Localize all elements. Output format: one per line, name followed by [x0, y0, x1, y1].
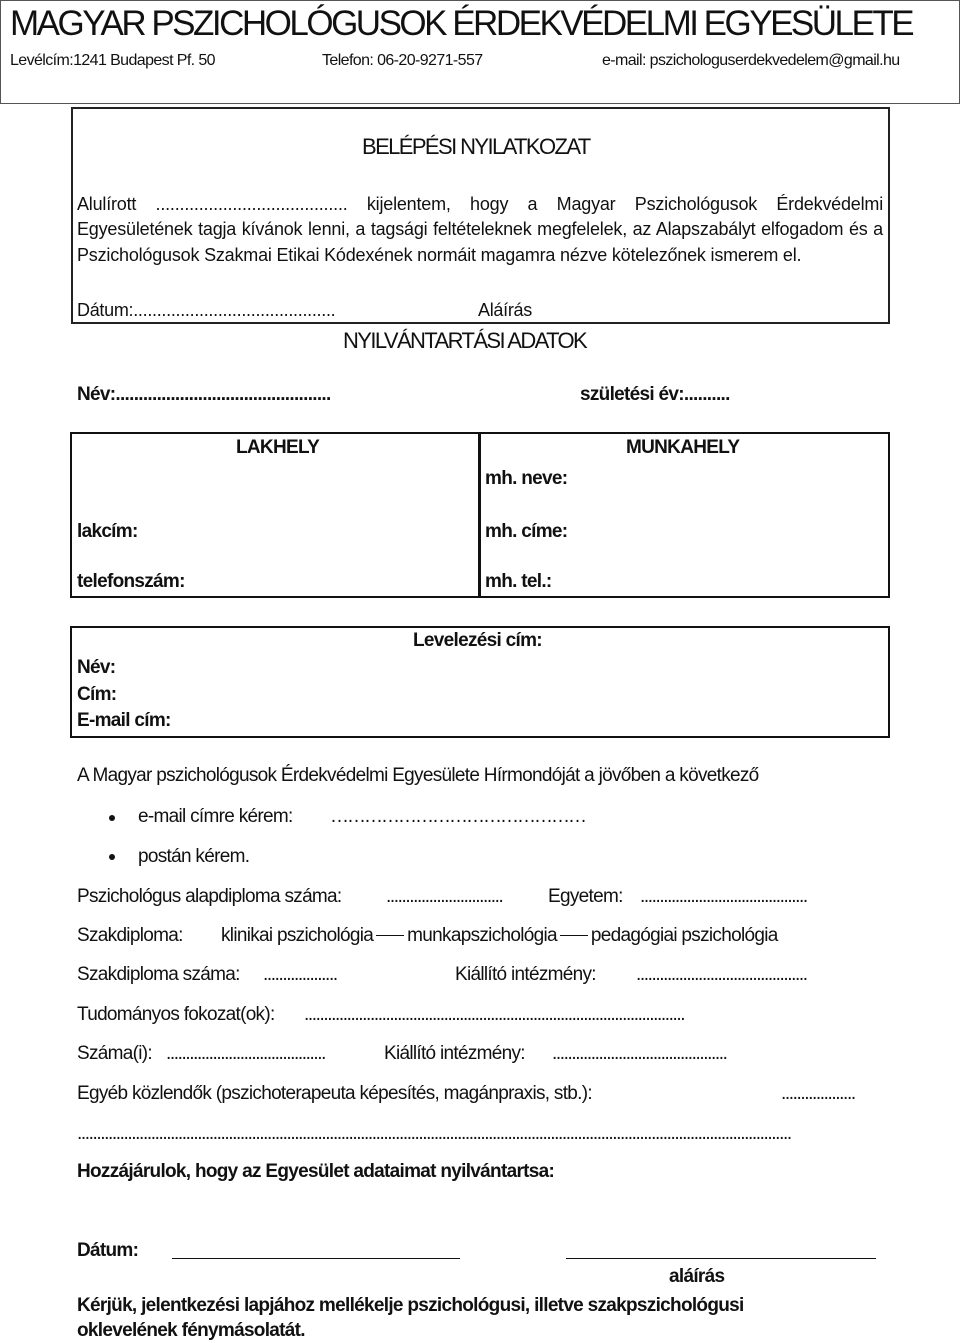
degree-number-blank: ......................................... [166, 1043, 326, 1064]
other-notes-blank-line: ........................................................................................................................................................................................ [77, 1123, 791, 1144]
separator-dash [560, 935, 588, 936]
consent-signature-label: aláírás [669, 1266, 725, 1287]
mailing-title: Levelezési cím: [413, 630, 542, 651]
declaration-title: BELÉPÉSI NYILATKOZAT [362, 134, 590, 159]
consent-text: Hozzájárulok, hogy az Egyesület adataimat nyilvántartsa: [77, 1161, 555, 1182]
residence-title: LAKHELY [236, 437, 320, 458]
postal-address: Levélcím:1241 Budapest Pf. 50 [10, 52, 215, 69]
workplace-name-field: mh. neve: [485, 468, 568, 489]
email-address: e-mail: pszichologuserdekvedelem@gmail.hu [602, 52, 900, 69]
date-line [172, 1258, 460, 1259]
table-divider [478, 432, 481, 598]
residence-phone-field: telefonszám: [77, 571, 185, 592]
workplace-phone-field: mh. tel.: [485, 571, 552, 592]
diploma-number-blank: .............................. [386, 886, 503, 907]
bullet-icon [109, 815, 115, 821]
newsletter-intro: A Magyar pszichológusok Érdekvédelmi Egyesülete Hírmondóját a jövőben a következő [77, 765, 759, 786]
specialty-label: Szakdiploma: [77, 925, 183, 946]
bullet-icon [109, 854, 115, 860]
specialty-options [221, 925, 778, 947]
consent-date-label: Dátum: [77, 1240, 139, 1261]
workplace-address-field: mh. címe: [485, 521, 568, 542]
degree-issuer-label: Kiállító intézmény: [384, 1043, 525, 1064]
newsletter-post-option: postán kérem. [138, 846, 250, 867]
registry-title: NYILVÁNTARTÁSI ADATOK [343, 328, 587, 353]
signature-line [566, 1258, 876, 1259]
declaration-date: Dátum:........................................... [77, 300, 336, 320]
degree-number-label: Száma(i): [77, 1043, 152, 1064]
newsletter-email-option: e-mail címre kérem: [138, 806, 293, 827]
specialty-number-blank: ................... [263, 964, 337, 985]
issuer-label: Kiállító intézmény: [455, 964, 596, 985]
specialty-number-label: Szakdiploma száma: [77, 964, 240, 985]
birth-year-field: születési év:.......... [580, 384, 730, 405]
mailing-email-field: E-mail cím: [77, 710, 171, 731]
mailing-address-field: Cím: [77, 684, 117, 705]
organization-title: MAGYAR PSZICHOLÓGUSOK ÉRDEKVÉDELMI EGYESÜLETE [10, 4, 913, 43]
attachment-note: Kérjük, jelentkezési lapjához mellékelje pszichológusi, illetve szakpszichológusi oklevelének fénymásolatát. [77, 1295, 744, 1341]
other-notes-label: Egyéb közlendők (pszichoterapeuta képesítés, magánpraxis, stb.): [77, 1083, 592, 1104]
declaration-paragraph: Alulírott ........................................ kijelentem, hogy a Magyar Pszichológusok Érdekvédelmi Egyesületének tagja kívánok lenni, a tagsági feltételeknek megfelelek, az Alapszabályt elfogadom és a Pszichológusok Szakmai Etikai Kódexének normáit magamra nézve kötelezőnek ismerem el. [77, 194, 883, 265]
university-label: Egyetem: [548, 886, 623, 907]
other-notes-blank: ................... [781, 1083, 855, 1104]
separator-dash [376, 935, 404, 936]
declaration-text [77, 192, 883, 268]
issuer-blank: ............................................ [636, 964, 807, 985]
phone-number: Telefon: 06-20-9271-557 [322, 52, 483, 69]
degree-blank: .................................................................................................. [304, 1004, 685, 1025]
newsletter-email-blank: ……………………………………… [330, 806, 585, 827]
diploma-number-label: Pszichológus alapdiploma száma: [77, 886, 342, 907]
workplace-title: MUNKAHELY [626, 437, 740, 458]
name-field: Név:............................................... [77, 384, 331, 405]
specialty-pedagogy: pedagógiai pszichológia [590, 925, 778, 946]
degree-issuer-blank: ............................................. [552, 1043, 727, 1064]
university-blank: ........................................... [640, 886, 807, 907]
declaration-signature: Aláírás [478, 300, 532, 320]
specialty-work: munkapszichológia [407, 925, 557, 946]
specialty-clinical: klinikai pszichológia [221, 925, 374, 946]
mailing-name-field: Név: [77, 657, 116, 678]
residence-address-field: lakcím: [77, 521, 138, 542]
degree-label: Tudományos fokozat(ok): [77, 1004, 275, 1025]
